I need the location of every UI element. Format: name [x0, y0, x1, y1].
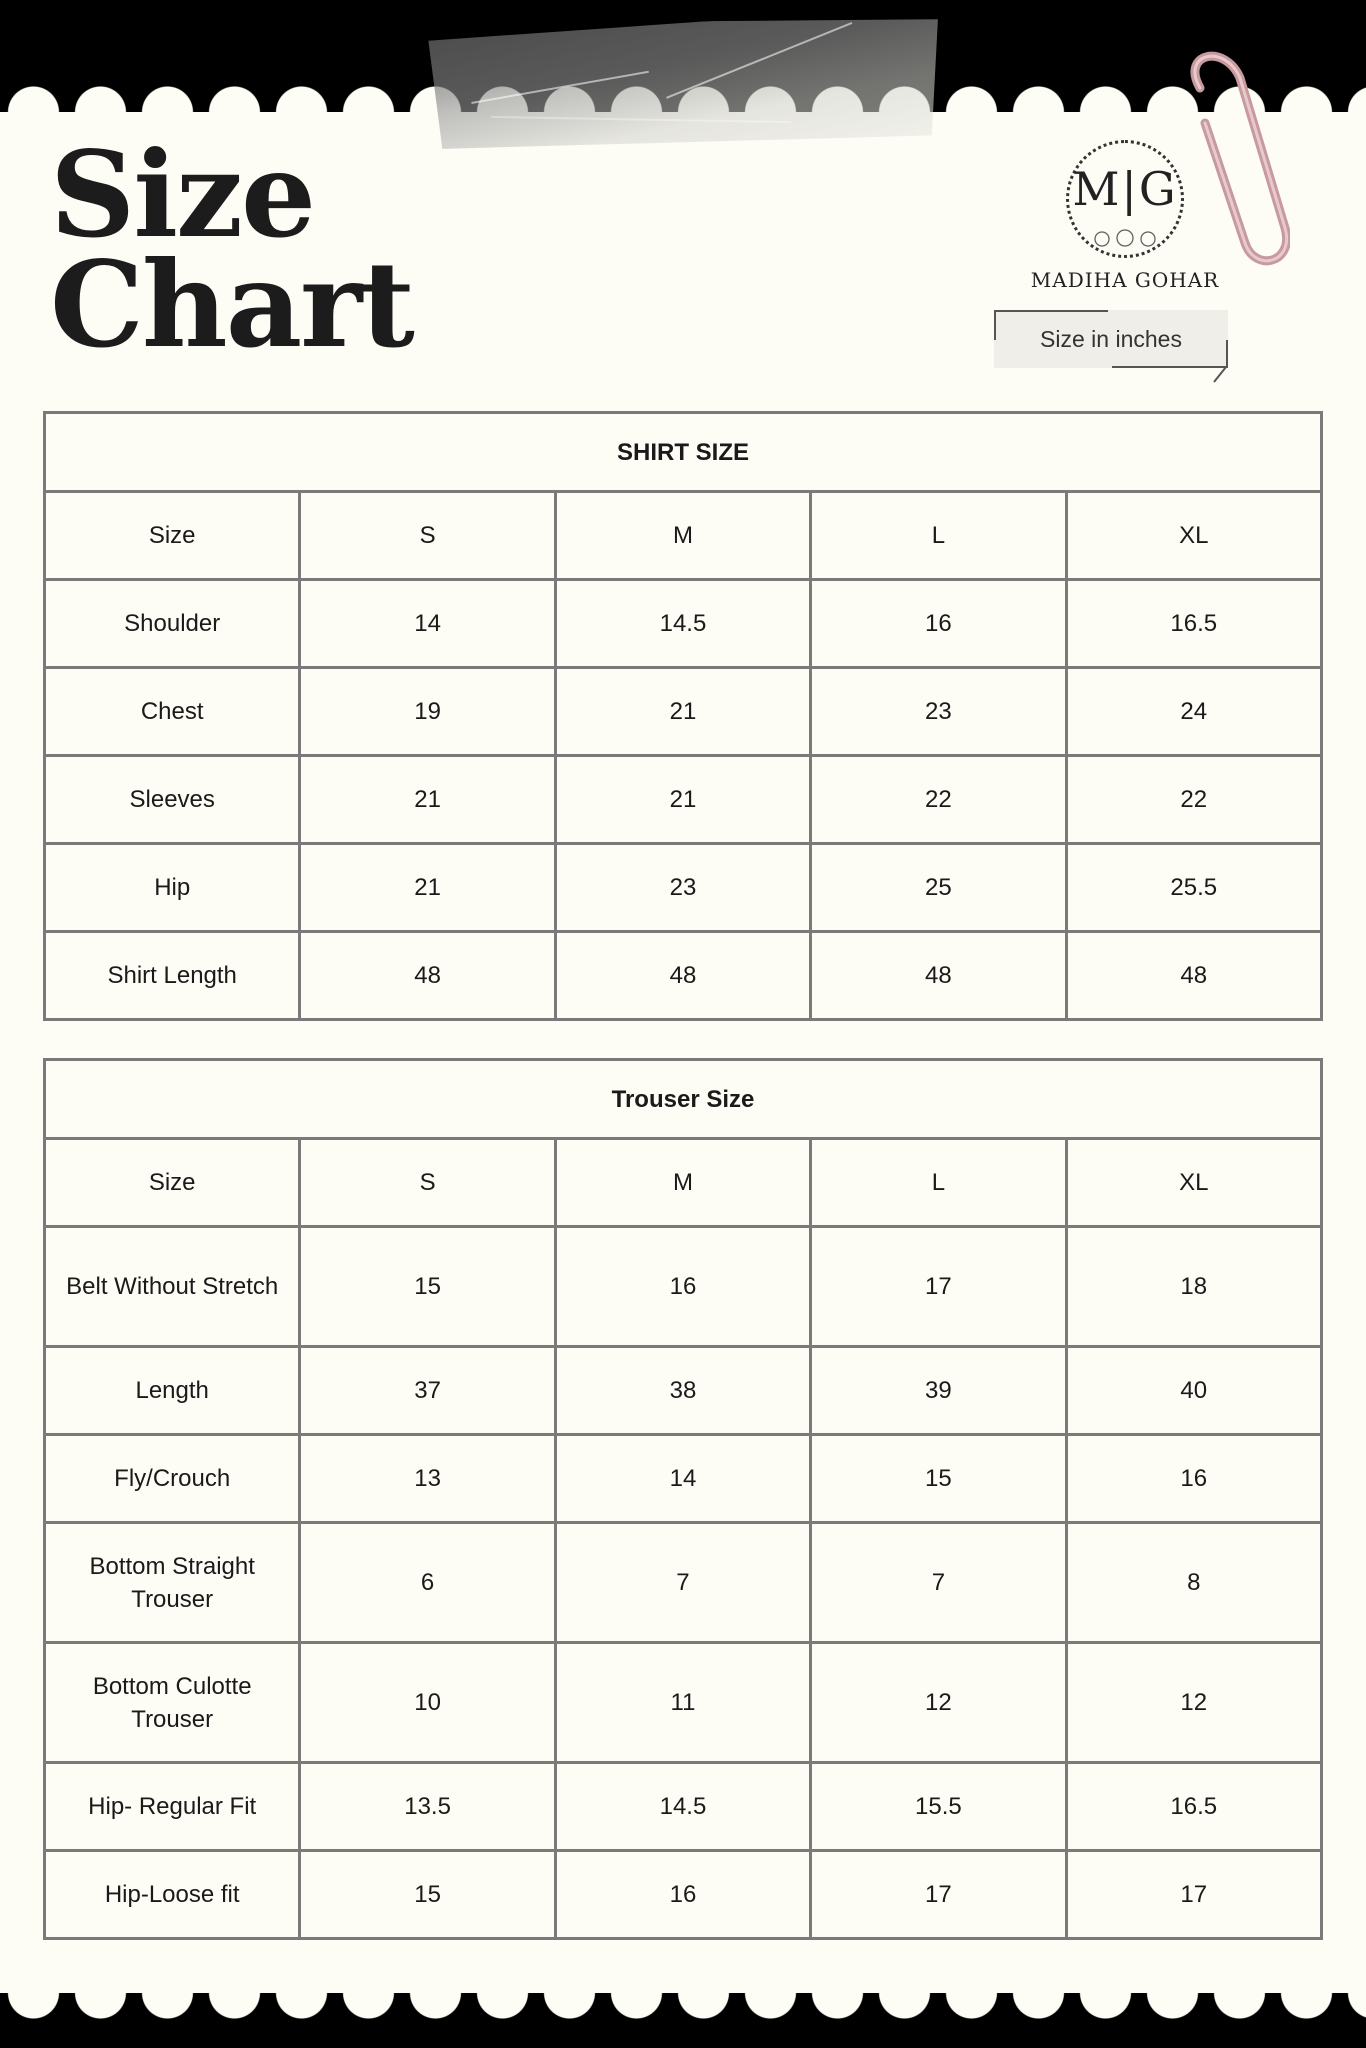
table-cell: 14 [300, 580, 555, 668]
measurement-label: Shirt Length [45, 932, 300, 1020]
table-cell: 15 [811, 1435, 1066, 1523]
table-cell: 18 [1066, 1227, 1321, 1347]
table-title-row [45, 413, 1322, 492]
table-cell: 15 [300, 1227, 555, 1347]
table-row [45, 1523, 1322, 1643]
header-cell: S [300, 1139, 555, 1227]
table-cell: 22 [1066, 756, 1321, 844]
table-cell: 16.5 [1066, 1763, 1321, 1851]
table-row [45, 580, 1322, 668]
title-line-1: Size [50, 125, 315, 264]
table-cell: 19 [300, 668, 555, 756]
measurement-label: Hip [45, 844, 300, 932]
table-cell: 12 [1066, 1643, 1321, 1763]
table-cell: 6 [300, 1523, 555, 1643]
table-cell: 15 [300, 1851, 555, 1939]
paperclip-icon [1160, 48, 1290, 278]
table-row [45, 1851, 1322, 1939]
table-row [45, 1227, 1322, 1347]
table-cell: 48 [555, 932, 810, 1020]
table-cell: 7 [811, 1523, 1066, 1643]
units-note: Size in inches [994, 310, 1228, 368]
table-cell: 16 [1066, 1435, 1321, 1523]
table-cell: 13.5 [300, 1763, 555, 1851]
header-cell: Size [45, 1139, 300, 1227]
trouser-size-table [43, 1058, 1323, 1940]
table-cell: 38 [555, 1347, 810, 1435]
table-cell: 23 [811, 668, 1066, 756]
header-cell: XL [1066, 492, 1321, 580]
table-header-row [45, 492, 1322, 580]
table-cell: 24 [1066, 668, 1321, 756]
header-cell: L [811, 492, 1066, 580]
table-cell: 16 [811, 580, 1066, 668]
table-row [45, 1763, 1322, 1851]
measurement-label: Sleeves [45, 756, 300, 844]
table-cell: 7 [555, 1523, 810, 1643]
table-cell: 40 [1066, 1347, 1321, 1435]
table-cell: 37 [300, 1347, 555, 1435]
table-header-row [45, 1139, 1322, 1227]
header-cell: M [555, 1139, 810, 1227]
note-border-top [994, 310, 1108, 312]
table-cell: 16 [555, 1227, 810, 1347]
measurement-label: Fly/Crouch [45, 1435, 300, 1523]
trouser-table-title: Trouser Size [45, 1060, 1322, 1139]
table-cell: 22 [811, 756, 1066, 844]
table-cell: 11 [555, 1643, 810, 1763]
measurement-label: Hip-Loose fit [45, 1851, 300, 1939]
table-row [45, 1435, 1322, 1523]
table-cell: 13 [300, 1435, 555, 1523]
measurement-label: Bottom Straight Trouser [45, 1523, 300, 1643]
measurement-label: Belt Without Stretch [45, 1227, 300, 1347]
table-cell: 12 [811, 1643, 1066, 1763]
bottom-scalloped-border [0, 1993, 1366, 2048]
header-cell: S [300, 492, 555, 580]
note-border-left [994, 310, 996, 340]
table-row [45, 668, 1322, 756]
table-cell: 21 [555, 668, 810, 756]
table-cell: 14.5 [555, 1763, 810, 1851]
table-cell: 17 [1066, 1851, 1321, 1939]
table-cell: 8 [1066, 1523, 1321, 1643]
table-cell: 23 [555, 844, 810, 932]
header-cell: XL [1066, 1139, 1321, 1227]
table-row [45, 1347, 1322, 1435]
table-cell: 15.5 [811, 1763, 1066, 1851]
table-row [45, 932, 1322, 1020]
table-cell: 14 [555, 1435, 810, 1523]
table-cell: 48 [1066, 932, 1321, 1020]
table-row [45, 1643, 1322, 1763]
logo-monogram: M|G [1072, 162, 1178, 216]
table-cell: 48 [811, 932, 1066, 1020]
table-cell: 10 [300, 1643, 555, 1763]
table-title-row [45, 1060, 1322, 1139]
table-cell: 21 [300, 756, 555, 844]
table-row [45, 844, 1322, 932]
table-cell: 25 [811, 844, 1066, 932]
flower-icon [1092, 226, 1158, 252]
shirt-table-title: SHIRT SIZE [45, 413, 1322, 492]
note-border-right [1226, 340, 1228, 368]
table-cell: 21 [555, 756, 810, 844]
speech-tail-icon [1188, 366, 1228, 384]
header-cell: M [555, 492, 810, 580]
measurement-label: Length [45, 1347, 300, 1435]
table-cell: 16 [555, 1851, 810, 1939]
title-line-2: Chart [50, 235, 413, 374]
table-cell: 25.5 [1066, 844, 1321, 932]
table-cell: 17 [811, 1227, 1066, 1347]
brand-name: MADIHA GOHAR [1030, 268, 1220, 292]
table-cell: 39 [811, 1347, 1066, 1435]
header-cell: Size [45, 492, 300, 580]
table-cell: 21 [300, 844, 555, 932]
shirt-size-table [43, 411, 1323, 1021]
table-cell: 16.5 [1066, 580, 1321, 668]
table-row [45, 756, 1322, 844]
table-cell: 17 [811, 1851, 1066, 1939]
measurement-label: Chest [45, 668, 300, 756]
table-cell: 48 [300, 932, 555, 1020]
measurement-label: Hip- Regular Fit [45, 1763, 300, 1851]
table-cell: 14.5 [555, 580, 810, 668]
measurement-label: Bottom Culotte Trouser [45, 1643, 300, 1763]
measurement-label: Shoulder [45, 580, 300, 668]
page-title [50, 125, 413, 374]
header-cell: L [811, 1139, 1066, 1227]
